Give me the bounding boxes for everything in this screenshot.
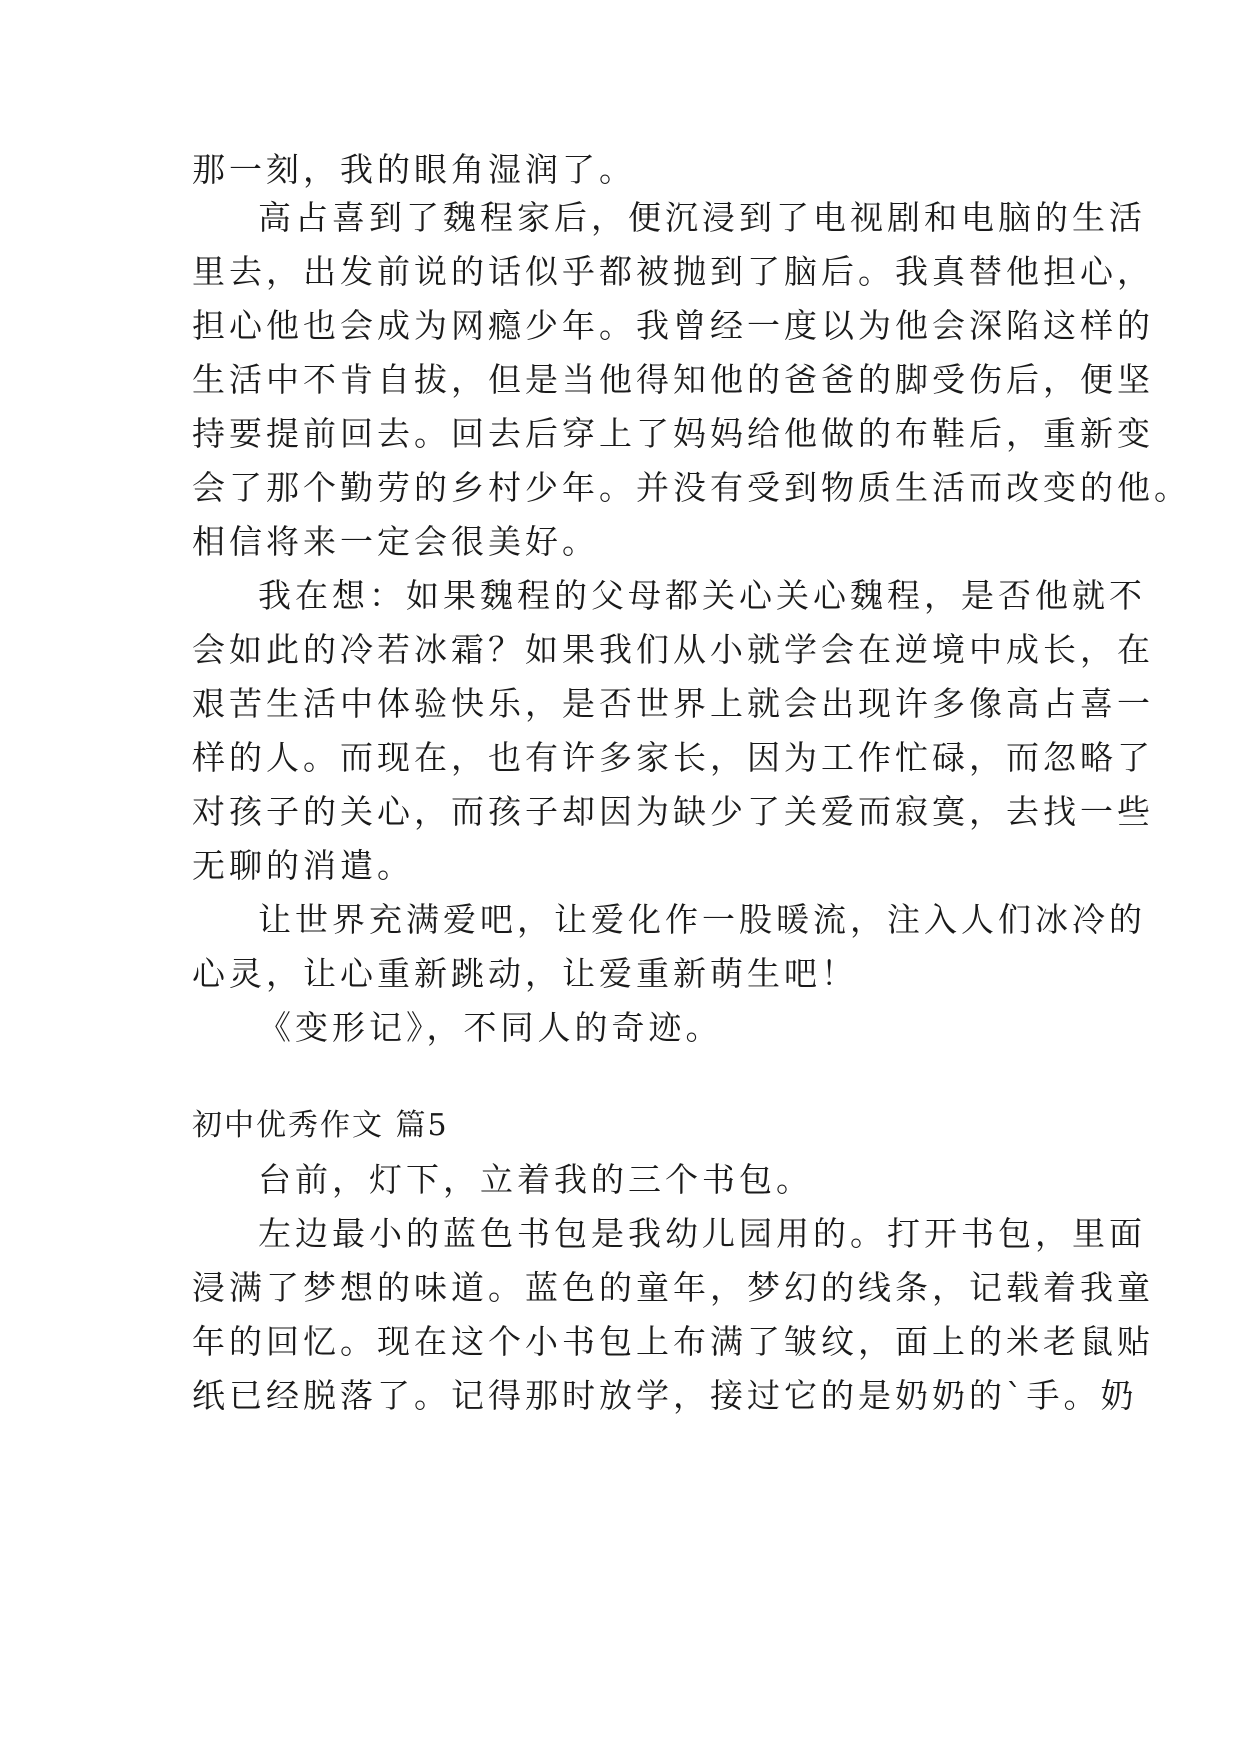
text-line: 持要提前回去。回去后穿上了妈妈给他做的布鞋后，重新变: [192, 414, 1154, 453]
paragraph-start: 让世界充满爱吧，让爱化作一股暖流，注入人们冰冷的: [258, 900, 1146, 939]
paragraph-start: 《变形记》，不同人的奇迹。: [258, 1008, 723, 1047]
text-line: 会了那个勤劳的乡村少年。并没有受到物质生活而改变的他。: [192, 468, 1191, 507]
text-line: 那一刻，我的眼角湿润了。: [192, 150, 636, 189]
text-line: 相信将来一定会很美好。: [192, 522, 599, 561]
text-line: 会如此的冷若冰霜？如果我们从小就学会在逆境中成长，在: [192, 630, 1154, 669]
text-line: 里去，出发前说的话似乎都被抛到了脑后。我真替他担心，: [192, 252, 1154, 291]
section-title: 初中优秀作文 篇5: [192, 1108, 449, 1143]
text-line: 纸已经脱落了。记得那时放学，接过它的是奶奶的`手。奶: [192, 1376, 1138, 1415]
text-line: 生活中不肯自拔，但是当他得知他的爸爸的脚受伤后，便坚: [192, 360, 1154, 399]
text-line: 心灵，让心重新跳动，让爱重新萌生吧！: [192, 954, 858, 993]
text-line: 样的人。而现在，也有许多家长，因为工作忙碌，而忽略了: [192, 738, 1154, 777]
paragraph-start: 我在想：如果魏程的父母都关心关心魏程，是否他就不: [258, 576, 1146, 615]
text-line: 对孩子的关心，而孩子却因为缺少了关爱而寂寞，去找一些: [192, 792, 1154, 831]
paragraph-start: 高占喜到了魏程家后，便沉浸到了电视剧和电脑的生活: [258, 198, 1146, 237]
text-line: 担心他也会成为网瘾少年。我曾经一度以为他会深陷这样的: [192, 306, 1154, 345]
text-line: 年的回忆。现在这个小书包上布满了皱纹，面上的米老鼠贴: [192, 1322, 1154, 1361]
text-line: 艰苦生活中体验快乐，是否世界上就会出现许多像高占喜一: [192, 684, 1154, 723]
text-line: 无聊的消遣。: [192, 846, 414, 885]
paragraph-start: 左边最小的蓝色书包是我幼儿园用的。打开书包，里面: [258, 1214, 1146, 1253]
paragraph-start: 台前，灯下，立着我的三个书包。: [258, 1160, 813, 1199]
text-line: 浸满了梦想的味道。蓝色的童年，梦幻的线条，记载着我童: [192, 1268, 1154, 1307]
